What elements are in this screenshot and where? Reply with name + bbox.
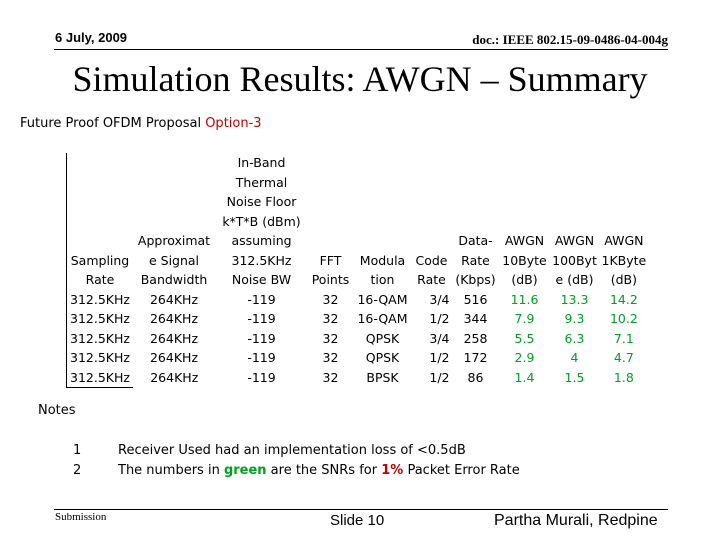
slide-title: Simulation Results: AWGN – Summary: [72, 59, 648, 99]
cell-fft-points: 32: [322, 330, 339, 346]
note-text: Receiver Used had an implementation loss of <0.5dB: [118, 443, 466, 458]
col-code-rate: Code Rate: [415, 252, 448, 287]
note-red-percent: 1%: [381, 463, 404, 478]
footer-rule: [54, 509, 668, 510]
col-noise-floor: In-Band Thermal Noise Floor k*T*B (dBm) assuming 312.5KHz Noise BW: [222, 155, 301, 287]
cell-awgn-10byte: 7.9: [514, 311, 535, 326]
table-header-row: [67, 153, 649, 290]
cell-noise-floor: -119: [247, 291, 276, 307]
col-awgn-1kbyte: AWGN 1KByte (dB): [601, 233, 647, 287]
table-row: [67, 309, 649, 329]
cell-data-rate: 516: [463, 291, 488, 307]
col-awgn-10byte: AWGN 10Byte (dB): [502, 233, 547, 287]
cell-modulation: QPSK: [365, 330, 400, 346]
note-text-part: Packet Error Rate: [403, 463, 520, 478]
cell-awgn-1kbyte: 4.7: [613, 350, 634, 365]
cell-bandwidth: 264KHz: [149, 291, 199, 307]
cell-sampling-rate: 312.5KHz: [67, 309, 134, 329]
footer-submission: Submission: [55, 511, 107, 523]
table-row: [67, 290, 649, 310]
note-green-word: green: [223, 463, 267, 478]
cell-awgn-10byte: 2.9: [514, 350, 535, 365]
notes-label: Notes: [38, 403, 76, 418]
note-text: [118, 463, 520, 478]
cell-awgn-10byte: 11.6: [510, 291, 539, 307]
cell-code-rate: 1/2: [429, 369, 450, 385]
cell-code-rate: 1/2: [429, 350, 450, 365]
cell-code-rate: 3/4: [429, 330, 450, 346]
results-table: [66, 153, 649, 388]
cell-sampling-rate: 312.5KHz: [67, 329, 134, 349]
cell-modulation: QPSK: [365, 350, 400, 365]
cell-awgn-100byte: 6.3: [564, 330, 585, 346]
cell-awgn-10byte: 1.4: [514, 369, 535, 385]
cell-awgn-100byte: 9.3: [564, 311, 585, 326]
footer-author: Partha Murali, Redpine: [494, 512, 658, 529]
cell-awgn-100byte: 1.5: [564, 369, 585, 385]
cell-code-rate: 3/4: [429, 291, 450, 307]
cell-awgn-1kbyte: 10.2: [609, 311, 638, 326]
cell-awgn-10byte: 5.5: [514, 330, 535, 346]
note-text-part: The numbers in: [118, 463, 224, 478]
cell-awgn-1kbyte: 7.1: [613, 330, 634, 346]
subtitle-prefix: Future Proof OFDM Proposal: [20, 116, 206, 131]
subtitle-highlight: Option-3: [205, 116, 262, 131]
table-body: [67, 290, 649, 388]
cell-sampling-rate: 312.5KHz: [67, 348, 134, 368]
cell-noise-floor: -119: [247, 330, 276, 346]
header-rule: [54, 49, 668, 50]
cell-awgn-100byte: 4: [570, 350, 579, 365]
cell-data-rate: 86: [467, 369, 484, 385]
header-date: 6 July, 2009: [55, 30, 128, 45]
note-number: 2: [73, 463, 82, 478]
col-fft-points: FFT Points: [311, 252, 350, 287]
cell-bandwidth: 264KHz: [149, 311, 199, 326]
cell-modulation: 16-QAM: [357, 311, 408, 326]
cell-data-rate: 258: [463, 330, 488, 346]
cell-fft-points: 32: [322, 350, 339, 365]
cell-modulation: 16-QAM: [357, 291, 408, 307]
col-data-rate: Data- Rate (Kbps): [455, 233, 496, 287]
cell-noise-floor: -119: [247, 311, 276, 326]
footer-slide-number: Slide 10: [330, 512, 385, 529]
cell-fft-points: 32: [322, 291, 339, 307]
col-signal-bandwidth: Approximat e Signal Bandwidth: [137, 233, 211, 287]
cell-noise-floor: -119: [247, 350, 276, 365]
cell-noise-floor: -119: [247, 369, 276, 385]
cell-data-rate: 344: [463, 311, 488, 326]
cell-bandwidth: 264KHz: [150, 369, 199, 385]
cell-sampling-rate: 312.5KHz: [67, 368, 134, 388]
col-sampling-rate: Sampling Rate: [67, 153, 134, 290]
cell-fft-points: 32: [322, 311, 339, 326]
note-text-part: are the SNRs for: [266, 463, 382, 478]
slide-subtitle: [20, 116, 262, 131]
cell-bandwidth: 264KHz: [149, 350, 199, 365]
cell-fft-points: 32: [322, 369, 339, 385]
cell-bandwidth: 264KHz: [149, 330, 199, 346]
cell-code-rate: 1/2: [429, 311, 450, 326]
header-doc-id: doc.: IEEE 802.15-09-0486-04-004g: [472, 32, 668, 47]
cell-awgn-1kbyte: 1.8: [613, 369, 634, 385]
note-number: 1: [73, 443, 82, 458]
table-row: [67, 368, 649, 388]
table-row: [67, 348, 649, 368]
cell-awgn-100byte: 13.3: [560, 291, 589, 307]
table-row: [67, 329, 649, 349]
cell-sampling-rate: 312.5KHz: [67, 290, 134, 310]
col-awgn-100byte: AWGN 100Byt e (dB): [552, 233, 597, 287]
cell-data-rate: 172: [463, 350, 488, 365]
cell-awgn-1kbyte: 14.2: [609, 291, 638, 307]
cell-modulation: BPSK: [366, 369, 399, 385]
col-modulation: Modula tion: [359, 252, 406, 287]
